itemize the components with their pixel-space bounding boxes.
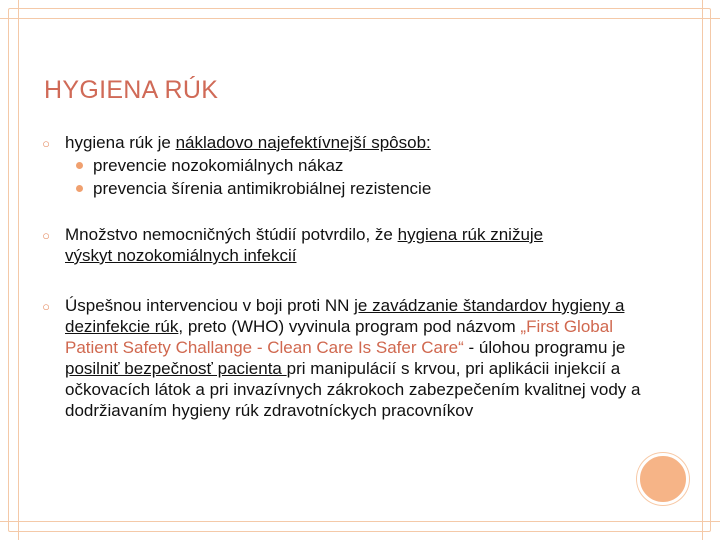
sub-item-2: prevencia šírenia antimikrobiálnej rezistencie [65, 178, 652, 199]
item1-lead: hygiena rúk je nákladovo najefektívnejší spôsob: [65, 133, 431, 152]
item3-text: Úspešnou intervenciou v boji proti NN je zavádzanie štandardov hygieny a dezinfekcie rúk, preto (WHO) vyvinula program pod názvom „First Global Patient Safety Challange - Clean Care Is Safer Care“ - úlohou programu je posilniť bezpečnosť pacienta pri manipulácií s krvou, pri aplikácii injekcií a očkovacích látok a pri invazívnych zákrokoch zabezpečením kvalitnej vody a dodržiavaním hygieny rúk zdravotníckych pracovníkov [65, 296, 641, 420]
slide-title: HYGIENA RÚK [44, 76, 219, 104]
sub-item-1: prevencie nozokomiálnych nákaz [65, 155, 652, 176]
frame-horizontal-line-bottom [0, 521, 720, 522]
dot-bullet-icon [76, 185, 83, 192]
frame-horizontal-line-top [0, 18, 720, 19]
bullet-item-2 [40, 224, 652, 266]
accent-circle [637, 453, 689, 505]
ring-bullet-icon: ○ [42, 299, 50, 314]
frame-vertical-line-right [702, 0, 703, 540]
bullet-item-1 [40, 132, 652, 199]
item2-text-line2: výskyt nozokomiálnych infekcií [65, 246, 297, 265]
ring-bullet-icon: ○ [42, 228, 50, 243]
slide-content [40, 132, 652, 421]
dot-bullet-icon [76, 162, 83, 169]
frame-vertical-line-left [18, 0, 19, 540]
item2-text: Množstvo nemocničných štúdií potvrdilo, že hygiena rúk znižuje [65, 225, 544, 244]
bullet-item-3 [40, 295, 652, 421]
ring-bullet-icon: ○ [42, 136, 50, 151]
